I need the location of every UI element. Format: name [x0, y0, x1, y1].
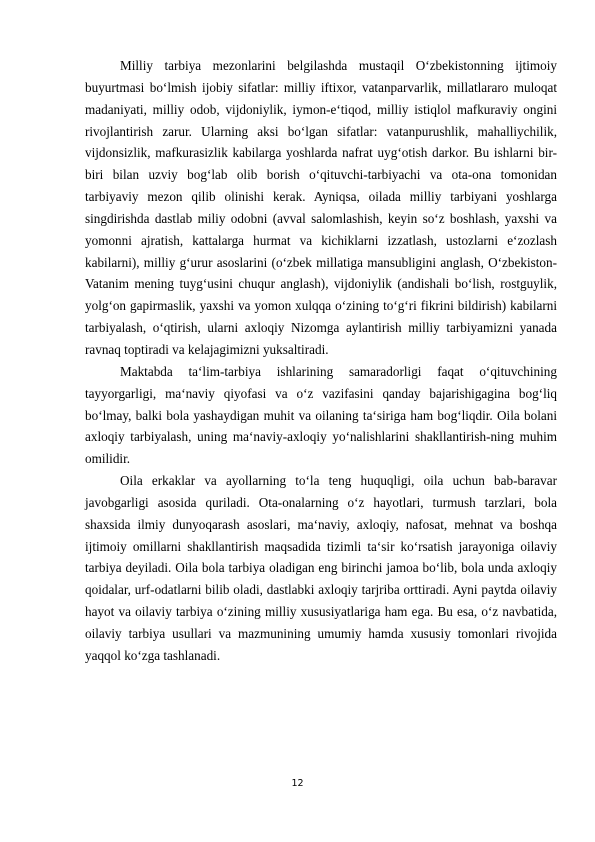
paragraph-1: Milliy tarbiya mezonlarini belgilashda mustaqil O‘zbekistonning ijtimoiy buyurtmasi bo‘lmish ijobiy sifatlar: milliy iftixor, vatanparvarlik, millatlararo muloqat madaniyati, milliy odob, vijdoniylik, iymon-e‘tiqod, milliy istiqlol mafkuraviy ongini rivojlantirish zarur. Ularning aksi bo‘lgan sifatlar: vatanpurushlik, mahalliychilik, vijdonsizlik, mafkurasizlik kabilarga yoshlarda nafrat uyg‘otish darkor. Bu ishlarni bir-biri bilan uzviy bog‘lab olib borish o‘qituvchi-tarbiyachi va ota-ona tomonidan tarbiyaviy mezon qilib olinishi kerak. Ayniqsa, oilada milliy tarbiyani yoshlarga singdirishda dastlab miliy odobni (avval salomlashish, keyin so‘z boshlash, yaxshi va yomonni ajratish, kattalarga hurmat va kichiklarni izzatlash, ustozlarni e‘zozlash kabilarni), milliy g‘urur asoslarini (o‘zbek millatiga mansubligini anglash, O‘zbekiston-Vatanim mening tuyg‘usini chuqur anglash), vijdoniylik (andishali bo‘lish, rostguylik, yolg‘on gapirmaslik, yaxshi va yomon xulqqa o‘zining to‘g‘ri fikrini bildirish) kabilarni tarbiyalash, o‘qtirish, ularni axloqiy Nizomga aylantirish milliy tarbiyamizni yanada ravnaq toptiradi va kelajagimizni yuksaltiradi.: [85, 58, 557, 357]
page-number: 12: [291, 778, 304, 789]
paragraph-2: Maktabda ta‘lim-tarbiya ishlarining samaradorligi faqat o‘qituvchining tayyorgarligi, ma‘naviy qiyofasi va o‘z vazifasini qanday bajarishigagina bog‘liq bo‘lmay, balki bola yashaydigan muhit va oilaning ta‘siriga ham bog‘liqdir. Oila bolani axloqiy tarbiyalash, uning ma‘naviy-axloqiy yo‘nalishlarini shakllantirish-ning muhim omilidir.: [85, 363, 557, 467]
paragraph-3: Oila erkaklar va ayollarning to‘la teng huquqligi, oila uchun bab-baravar javobgarligi asosida quriladi. Ota-onalarning o‘z hayotlari, turmush tarzlari, bola shaxsida ilmiy dunyoqarash asoslari, ma‘naviy, axloqiy, nafosat, mehnat va boshqa ijtimoiy omillarni shakllantirish maqsadida tizimli ta‘sir ko‘rsatish jarayoniga oilaviy tarbiya deyiladi. Oila bola tarbiya oladigan eng birinchi jamoa bo‘lib, bola unda axloqiy qoidalar, urf-odatlarni bilib oladi, dastlabki axloqiy tarjriba orttiradi. Ayni paytda oilaviy hayot va oilaviy tarbiya o‘zining milliy xususiyatlariga ham ega. Bu esa, o‘z navbatida, oilaviy tarbiya usullari va mazmunining umumiy hamda xususiy tomonlari rivojida yaqqol ko‘zga tashlanadi.: [85, 473, 557, 663]
document-body: [85, 55, 557, 667]
